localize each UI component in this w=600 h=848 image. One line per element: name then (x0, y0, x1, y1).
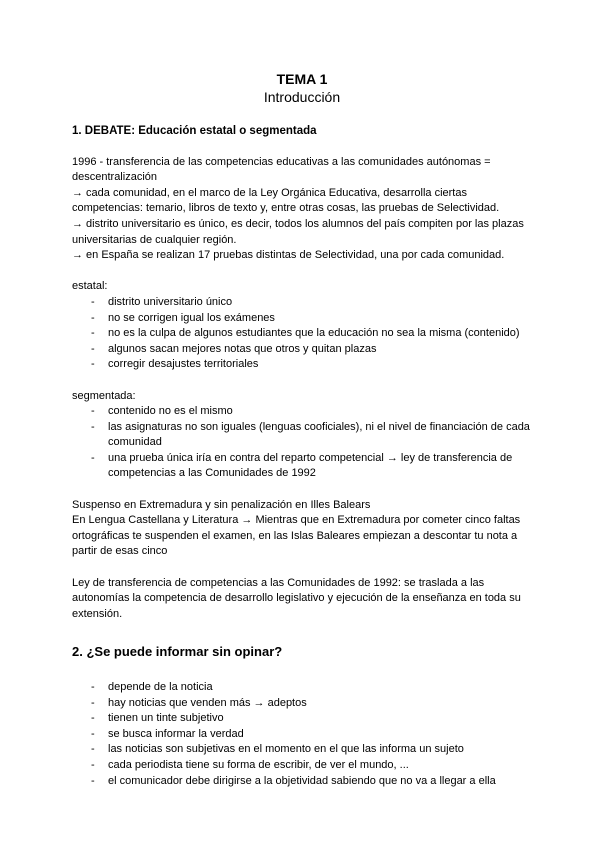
estatal-list (72, 295, 532, 373)
list-item: - las noticias son subjetivas en el momento en el que las informa un sujeto (72, 742, 532, 758)
list-item: - tienen un tinte subjetivo (72, 711, 532, 727)
section-1-heading: 1. DEBATE: Educación estatal o segmentada (72, 125, 317, 137)
suspenso-title: Suspenso en Extremadura y sin penalización en Illes Balears (72, 498, 371, 511)
dash-bullet-icon: - (91, 774, 95, 787)
dash-bullet-icon: - (91, 743, 95, 756)
list-item: - una prueba única iría en contra del reparto competencial → ley de transferencia de competencias a las Comunidades de 1992 (91, 451, 513, 480)
dash-bullet-icon: - (91, 696, 95, 709)
intro-paragraph: 1996 - transferencia de las competencias educativas a las comunidades autónomas = descentralización (72, 155, 491, 184)
list-item: - el comunicador debe dirigirse a la objetividad sabiendo que no va a llegar a ella (72, 774, 532, 790)
list-item: - no es la culpa de algunos estudiantes que la educación no sea la misma (contenido) (72, 326, 532, 342)
intro-paragraph: → en España se realizan 17 pruebas distintas de Selectividad, una por cada comunidad. (72, 249, 505, 262)
list-item: - algunos sacan mejores notas que otros y quitan plazas (72, 342, 532, 358)
intro-paragraph: → cada comunidad, en el marco de la Ley Orgánica Educativa, desarrolla ciertas competencias: temario, libros de texto y, entre otras cosas, las pruebas de Selectividad. (72, 186, 500, 215)
dash-bullet-icon: - (91, 451, 95, 464)
document-page (72, 70, 532, 789)
section-2-heading: 2. ¿Se puede informar sin opinar? (72, 644, 283, 660)
segmentada-label: segmentada: (72, 389, 136, 402)
document-subtitle: Introducción (263, 89, 341, 105)
list-item: - contenido no es el mismo (72, 404, 532, 420)
section-2-list (72, 680, 532, 789)
suspenso-paragraph: En Lengua Castellana y Literatura → Mientras que en Extremadura por cometer cinco faltas ortográficas te suspenden el examen, en las Islas Baleares empiezan a descontar tu nota a partir de esas cinco (72, 514, 521, 558)
list-item: - las asignaturas no son iguales (lenguas cooficiales), ni el nivel de financiación de cada comunidad (91, 420, 530, 449)
list-item: - no se corrigen igual los exámenes (72, 311, 532, 327)
segmentada-list (72, 404, 532, 482)
list-item: - distrito universitario único (72, 295, 532, 311)
dash-bullet-icon: - (91, 342, 95, 355)
document-title: TEMA 1 (276, 71, 328, 87)
dash-bullet-icon: - (91, 712, 95, 725)
dash-bullet-icon: - (91, 295, 95, 308)
intro-paragraph: → distrito universitario es único, es decir, todos los alumnos del país compiten por las plazas universitarias de cualquier región. (72, 217, 524, 246)
list-item: - cada periodista tiene su forma de escribir, de ver el mundo, ... (72, 758, 532, 774)
dash-bullet-icon: - (91, 327, 95, 340)
dash-bullet-icon: - (91, 405, 95, 418)
dash-bullet-icon: - (91, 420, 95, 433)
list-item: - se busca informar la verdad (72, 727, 532, 743)
list-item: - depende de la noticia (72, 680, 532, 696)
dash-bullet-icon: - (91, 358, 95, 371)
dash-bullet-icon: - (91, 727, 95, 740)
dash-bullet-icon: - (91, 681, 95, 693)
list-item: - hay noticias que venden más → adeptos (72, 696, 532, 712)
dash-bullet-icon: - (91, 311, 95, 324)
dash-bullet-icon: - (91, 758, 95, 771)
list-item: - corregir desajustes territoriales (72, 357, 532, 373)
estatal-label: estatal: (72, 280, 108, 293)
ley-paragraph: Ley de transferencia de competencias a las Comunidades de 1992: se traslada a las autonomías la competencia de desarrollo legislativo y ejecución de la enseñanza en toda su extensión. (72, 576, 521, 620)
